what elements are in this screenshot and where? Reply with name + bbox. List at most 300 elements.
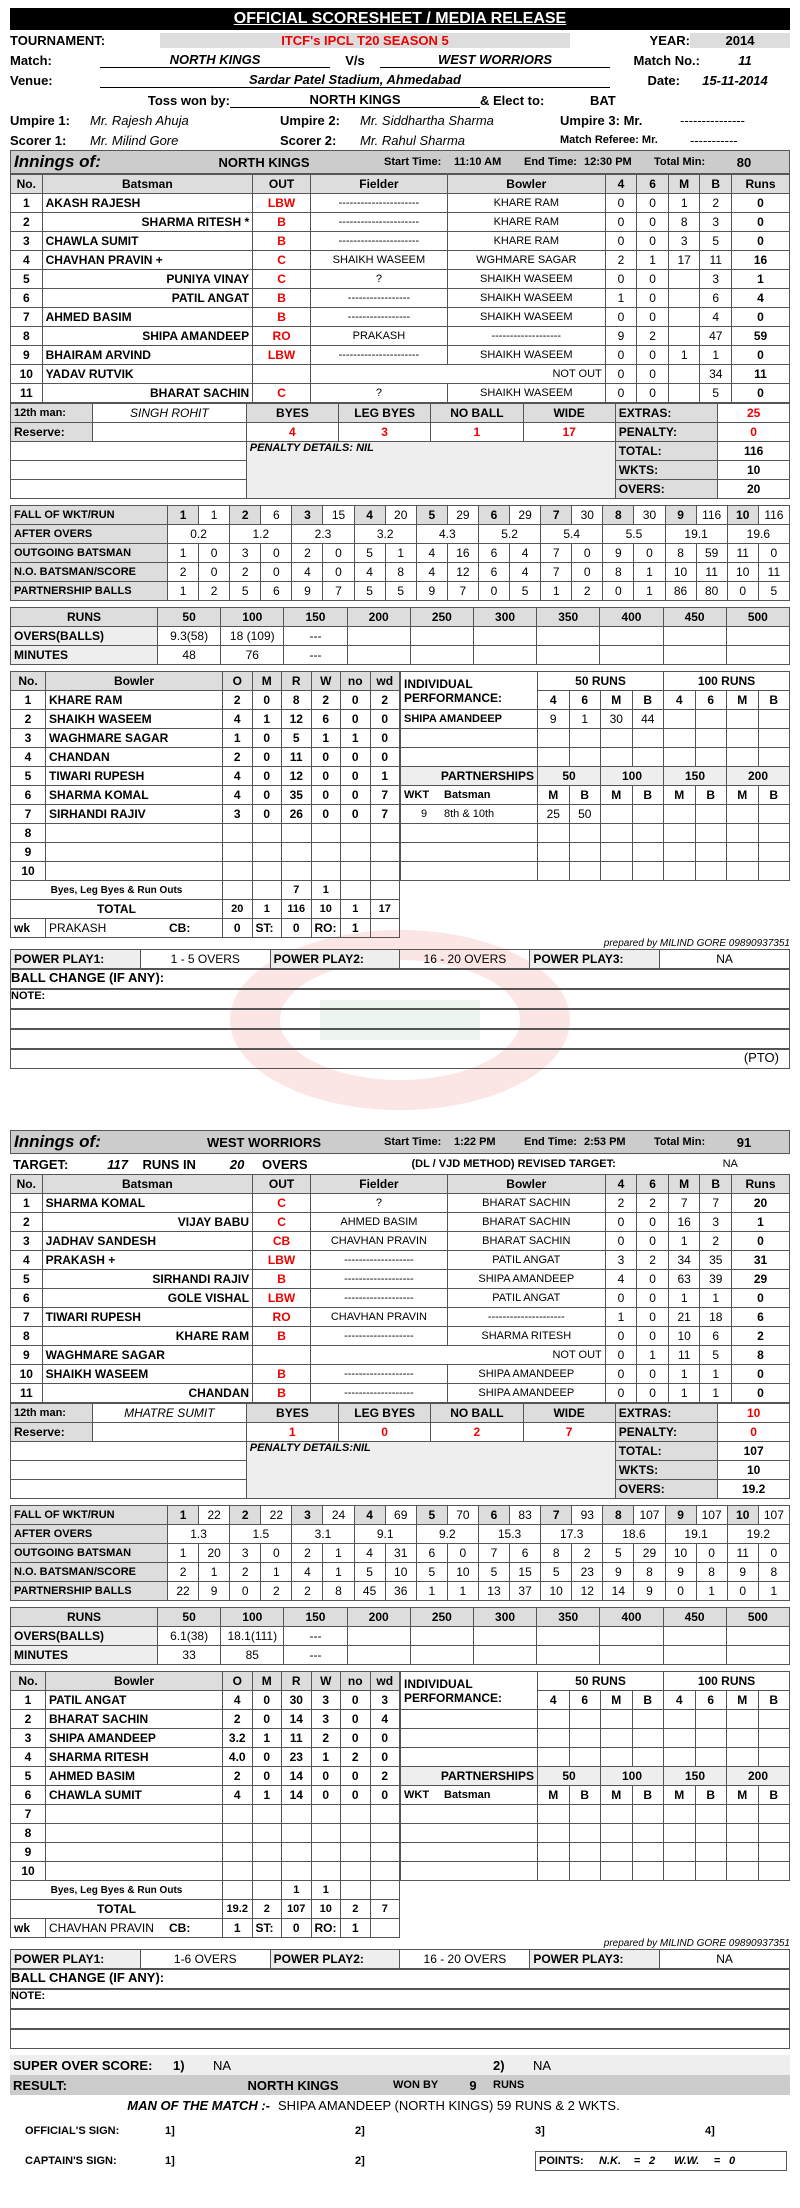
performance-value (569, 1710, 601, 1729)
bowler: KHARE RAM (447, 194, 605, 213)
minutes: 8 (668, 213, 700, 232)
runs: 0 (732, 346, 790, 365)
performance-value: 44 (632, 710, 664, 729)
bowler: WGHMARE SAGAR (447, 251, 605, 270)
no-balls: 0 (341, 748, 371, 767)
team1-name: NORTH KINGS (100, 52, 330, 68)
partnership-value (695, 805, 727, 824)
penalty-value: 0 (718, 1423, 790, 1442)
partnership-balls: 5 (510, 582, 541, 601)
table-row (11, 786, 400, 805)
table-row (401, 805, 790, 824)
after-overs-value: 19.2 (727, 1525, 789, 1544)
wk-name-value: PRAKASH (49, 921, 107, 935)
batting-col-header: Runs (732, 1175, 790, 1194)
blank-cell (401, 1805, 538, 1824)
milestone-value: 500 (726, 1608, 789, 1627)
minutes: 1 (668, 346, 700, 365)
batting-col-header: Bowler (447, 175, 605, 194)
blank-cell (370, 919, 400, 938)
performance-header-row (401, 1672, 790, 1691)
blank-cell (401, 1824, 538, 1843)
runs: 12 (282, 710, 312, 729)
blank-cell (632, 1824, 664, 1843)
no-batsman-row-label: N.O. BATSMAN/SCORE (11, 1563, 168, 1582)
table-row (11, 1691, 400, 1710)
runs: 35 (282, 786, 312, 805)
milestone-overs: --- (284, 627, 347, 646)
milestone-value: 50 (158, 608, 221, 627)
table-row (401, 1843, 790, 1862)
bowling-total-value: 1 (252, 900, 282, 919)
bowling-total-label: TOTAL (11, 1900, 223, 1919)
partnership-balls: 1 (447, 1582, 478, 1601)
runs: 30 (282, 1691, 312, 1710)
bowling-section-2 (10, 1671, 790, 1938)
byes-value: 4 (246, 423, 338, 442)
blank-cell (401, 1862, 538, 1881)
match-no-value: 11 (738, 52, 752, 68)
performance-value (758, 710, 790, 729)
after-overs-value: 2.3 (292, 525, 354, 544)
partnership-wkt: 9 (420, 808, 428, 820)
m-col: M (601, 1786, 633, 1805)
end-time-value: 2:53 PM (584, 1136, 626, 1148)
balls: 6 (700, 289, 732, 308)
outgoing-row-batsman: 2 (292, 1544, 323, 1563)
table-row (11, 1251, 790, 1270)
no-ball-value: 2 (431, 1423, 523, 1442)
partnership-label (11, 1582, 168, 1601)
bowler: BHARAT SACHIN (447, 1213, 605, 1232)
fielder: ------------------- (311, 1327, 448, 1346)
no-balls: 0 (341, 1691, 371, 1710)
partnership-wkt-batsman (401, 805, 538, 824)
dismissal: C (253, 270, 311, 289)
fielder: ----------------- (311, 289, 448, 308)
innings-1-header (10, 150, 790, 174)
m-col: M (664, 786, 696, 805)
partnership-runs: 1 (416, 1582, 447, 1601)
milestone-minutes (726, 646, 789, 665)
sixes: 2 (637, 327, 669, 346)
bowling-col-header: no (341, 1672, 371, 1691)
performance-value (538, 729, 570, 748)
bowling-header-row (11, 672, 400, 691)
milestone-minutes-label: MINUTES (11, 1646, 158, 1665)
fow-wkt: 8 (603, 506, 634, 525)
bowler: ------------------- (447, 327, 605, 346)
overs: 3.2 (223, 1729, 253, 1748)
fielder: SHAIKH WASEEM (311, 251, 448, 270)
performance-value (664, 1748, 696, 1767)
result-label: RESULT: (13, 2077, 67, 2093)
blank-cell (727, 1862, 759, 1881)
performer-name: SHIPA AMANDEEP (401, 710, 538, 729)
runs: 1 (732, 1213, 790, 1232)
dismissal (253, 1346, 311, 1365)
no-batsman-row-batsman: 2 (230, 1563, 261, 1582)
outgoing-row-batsman: 8 (665, 544, 696, 563)
blank-cell (601, 1862, 633, 1881)
overs: 1 (223, 729, 253, 748)
performance-value (695, 1710, 727, 1729)
fours: 0 (605, 1384, 637, 1403)
no-batsman-row-batsman: 2 (168, 563, 199, 582)
wides: 0 (370, 729, 400, 748)
referee-label: Match Referee: Mr. (560, 134, 658, 146)
runs: 29 (732, 1270, 790, 1289)
innings-2-team: WEST WORRIORS (206, 1134, 322, 1150)
balls: 1 (700, 1289, 732, 1308)
partnership-value (632, 805, 664, 824)
blank-cell (11, 1442, 247, 1461)
batting-col-header: M (668, 1175, 700, 1194)
match-label: Match: (10, 52, 52, 68)
end-time-value: 12:30 PM (584, 156, 632, 168)
batsman-no: 11 (11, 384, 43, 403)
table-row (11, 1346, 790, 1365)
dismissal: LBW (253, 1251, 311, 1270)
minutes: 34 (668, 1251, 700, 1270)
batsman-no: 11 (11, 1384, 43, 1403)
no-batsman-row-batsman: 4 (354, 563, 385, 582)
bowling-extra-value (370, 1881, 400, 1900)
partnership-runs: 10 (541, 1582, 572, 1601)
performance-value (727, 1748, 759, 1767)
blank-cell (538, 824, 570, 843)
runs: 0 (732, 194, 790, 213)
after-overs-value: 19.1 (665, 1525, 727, 1544)
pp1-value: 1-6 OVERS (140, 1950, 270, 1969)
milestone-minutes (410, 646, 473, 665)
milestone-overs (726, 627, 789, 646)
maidens: 1 (252, 1786, 282, 1805)
batting-header-row (11, 1175, 790, 1194)
batsman-name: CHAVHAN PRAVIN + (42, 251, 253, 270)
m-col: M (664, 1786, 696, 1805)
b-col: B (758, 1786, 790, 1805)
milestone-value: 150 (284, 1608, 347, 1627)
milestone-overs (663, 627, 726, 646)
runs (282, 824, 312, 843)
bowling-extra-value (223, 1881, 253, 1900)
no-balls: 1 (341, 729, 371, 748)
table-row (401, 843, 790, 862)
prepared-by: prepared by MILIND GORE 09890937351 (603, 1938, 790, 1949)
blank-cell (11, 1461, 247, 1480)
fow-wkt: 2 (230, 506, 261, 525)
milestone-value: 500 (726, 608, 789, 627)
maidens: 0 (252, 748, 282, 767)
performance-value (538, 1729, 570, 1748)
maidens: 1 (252, 710, 282, 729)
outgoing-row-score: 0 (758, 544, 789, 563)
balls: 7 (700, 1194, 732, 1213)
mom-value: SHIPA AMANDEEP (NORTH KINGS) 59 RUNS & 2 WKTS. (278, 2097, 620, 2113)
no-batsman-row (11, 563, 790, 582)
st-value: 0 (282, 919, 312, 938)
after-overs-row (11, 525, 790, 544)
super-over-1-label: 1) (173, 2057, 185, 2073)
bowler-name: CHANDAN (46, 748, 223, 767)
sixes: 0 (637, 213, 669, 232)
performance-value (695, 1748, 727, 1767)
after-overs-value: 1.3 (168, 1525, 230, 1544)
batsman-no: 4 (11, 251, 43, 270)
outgoing-row-score: 6 (510, 1544, 541, 1563)
milestone-value: 50 (158, 1608, 221, 1627)
bowling-total-value: 116 (282, 900, 312, 919)
balls: 3 (700, 1213, 732, 1232)
bowling-total-value: 19.2 (223, 1900, 253, 1919)
batsman-no: 9 (11, 346, 43, 365)
milestone-overs-row (11, 627, 790, 646)
milestone-value: 100 (221, 1608, 284, 1627)
wickets: 0 (311, 767, 341, 786)
no-batsman-row-batsman: 4 (416, 563, 447, 582)
umpire2-value: Mr. Siddhartha Sharma (360, 112, 494, 128)
venue-value: Sardar Patel Stadium, Ahmedabad (100, 72, 610, 88)
outgoing-row-score: 0 (572, 544, 603, 563)
table-row (11, 1194, 790, 1213)
super-over-2-value: NA (533, 2057, 552, 2073)
extras-value: 25 (718, 404, 790, 423)
fielder: ------------------- (311, 1384, 448, 1403)
outgoing-row-score: 0 (261, 1544, 292, 1563)
bowler-no: 3 (11, 729, 46, 748)
maidens (252, 843, 282, 862)
table-row (11, 1232, 790, 1251)
wkt-label: WKT (404, 789, 430, 801)
bowler-no: 9 (11, 843, 46, 862)
batsman-name: KHARE RAM (42, 1327, 253, 1346)
performance-value (758, 1710, 790, 1729)
after-overs-value: 19.6 (727, 525, 789, 544)
batting-col-header: Fielder (311, 175, 448, 194)
blank-cell (601, 1824, 633, 1843)
after-overs-value: 18.6 (603, 1525, 665, 1544)
milestone-header-row (11, 1608, 790, 1627)
blank-cell (695, 1824, 727, 1843)
bowling-total-value: 17 (370, 900, 400, 919)
partnership-runs: 22 (168, 1582, 199, 1601)
bowling-total-value: 20 (223, 900, 253, 919)
bowling-header-row (11, 1672, 400, 1691)
fow-run: 69 (385, 1506, 416, 1525)
minutes (668, 327, 700, 346)
fielder: ---------------------- (311, 232, 448, 251)
after-overs-value: 19.1 (665, 525, 727, 544)
overs: 4.0 (223, 1748, 253, 1767)
fow-run: 22 (261, 1506, 292, 1525)
fow-run: 29 (447, 506, 478, 525)
fours: 3 (605, 1251, 637, 1270)
extras-value: 10 (718, 1404, 790, 1423)
bowling-total-label: TOTAL (11, 900, 223, 919)
partnerships-label: PARTNERSHIPS (401, 767, 538, 786)
toss-value: NORTH KINGS (230, 92, 480, 108)
batsman-no: 8 (11, 1327, 43, 1346)
sixes: 0 (637, 1232, 669, 1251)
balls: 5 (700, 1346, 732, 1365)
runs: 5 (282, 729, 312, 748)
runs: 23 (282, 1748, 312, 1767)
sign-1: 1] (165, 2125, 175, 2137)
wides (370, 1862, 400, 1881)
table-row (11, 327, 790, 346)
minutes: 63 (668, 1270, 700, 1289)
extras-label: EXTRAS: (615, 404, 718, 423)
table-row (11, 384, 790, 403)
table-row (11, 710, 400, 729)
captains-sign-label: CAPTAIN'S SIGN: (25, 2155, 117, 2167)
runs: 0 (732, 308, 790, 327)
batting-col-header: B (700, 175, 732, 194)
performer-name (401, 1748, 538, 1767)
no-balls: 0 (341, 1767, 371, 1786)
outgoing-row-label: OUTGOING BATSMAN (11, 1544, 168, 1563)
wides: 0 (370, 1786, 400, 1805)
fow-run: 107 (634, 1506, 665, 1525)
no-batsman-row-score: 10 (385, 1563, 416, 1582)
table-row (11, 308, 790, 327)
cb-label: CB: (169, 921, 191, 935)
wickets: 6 (311, 710, 341, 729)
partnership-balls: 5 (385, 582, 416, 601)
batting-col-header: 4 (605, 175, 637, 194)
wicketkeeper-row (11, 919, 400, 938)
bowler-name: SHAIKH WASEEM (46, 710, 223, 729)
outgoing-row-batsman: 7 (478, 1544, 509, 1563)
fow-table-2 (10, 1505, 790, 1601)
wickets: 0 (311, 1767, 341, 1786)
bowling-col-header: O (223, 1672, 253, 1691)
maidens: 0 (252, 1767, 282, 1786)
blank-cell (664, 824, 696, 843)
partnership-runs: 0 (665, 1582, 696, 1601)
fow-run: 6 (261, 506, 292, 525)
hundred-runs-header: 100 RUNS (664, 1672, 790, 1691)
wkts-value: 10 (718, 1461, 790, 1480)
after-overs-value: 5.5 (603, 525, 665, 544)
no-batsman-row-score: 0 (323, 563, 354, 582)
no-batsman-row-batsman: 5 (478, 1563, 509, 1582)
dismissal: B (253, 232, 311, 251)
target-value: 117 (107, 1156, 128, 1172)
penalty-label: PENALTY: (615, 423, 718, 442)
bowler-name: BHARAT SACHIN (46, 1710, 223, 1729)
partnership-runs: 13 (478, 1582, 509, 1601)
m-col: M (727, 1786, 759, 1805)
bowler: SHIPA AMANDEEP (447, 1270, 605, 1289)
balls: 6 (700, 1327, 732, 1346)
ball-change: BALL CHANGE (IF ANY): (10, 1969, 790, 1989)
overs (223, 1843, 253, 1862)
blank-cell (727, 1805, 759, 1824)
after-overs-row (11, 1525, 790, 1544)
scorers-row (10, 130, 790, 150)
batting-table-1 (10, 174, 790, 403)
no-balls (341, 843, 371, 862)
milestone-overs (347, 627, 410, 646)
b-col: B (695, 1786, 727, 1805)
innings-of-label: Innings of: (14, 152, 101, 171)
fielder: ? (311, 270, 448, 289)
fours: 0 (605, 194, 637, 213)
byes-label: BYES (246, 404, 338, 423)
penalty-details: PENALTY DETAILS: NIL (246, 442, 615, 499)
fow-wkt: 6 (478, 506, 509, 525)
performance-value (727, 1710, 759, 1729)
outgoing-row-score: 0 (696, 1544, 727, 1563)
wicketkeeper-row (11, 1919, 400, 1938)
after-overs-value: 17.3 (541, 1525, 603, 1544)
blank-cell (632, 862, 664, 881)
fow-wkt: 6 (478, 1506, 509, 1525)
balls: 3 (700, 213, 732, 232)
performance-value (569, 748, 601, 767)
bowler-name: SHIPA AMANDEEP (46, 1729, 223, 1748)
maidens: 0 (252, 729, 282, 748)
performance-value (569, 729, 601, 748)
minutes (668, 365, 700, 384)
wk-label: wk (11, 1919, 46, 1938)
no-batsman-row-score: 0 (572, 563, 603, 582)
fow-run: 1 (199, 506, 230, 525)
overs: 4 (223, 786, 253, 805)
fow-run: 93 (572, 1506, 603, 1525)
fielder: CHAVHAN PRAVIN (311, 1308, 448, 1327)
partnership-runs: 5 (354, 582, 385, 601)
bowler-name: WAGHMARE SAGAR (46, 729, 223, 748)
bowler-name: AHMED BASIM (46, 1767, 223, 1786)
dismissal: B (253, 1365, 311, 1384)
performance-col-header: 4 (664, 1691, 696, 1710)
blank-cell (758, 1862, 790, 1881)
partnership-text: PARTNERSHIP (14, 585, 95, 597)
no-balls: 0 (341, 1729, 371, 1748)
no-batsman-row-score: 12 (447, 563, 478, 582)
performance-value (695, 1729, 727, 1748)
outgoing-row (11, 544, 790, 563)
points-ww-label: W.W. (674, 2155, 700, 2167)
blank-cell (664, 1862, 696, 1881)
blank-cell (601, 843, 633, 862)
performance-col-header: B (632, 691, 664, 710)
bowler: SHAIKH WASEEM (447, 289, 605, 308)
blank-cell (695, 1862, 727, 1881)
milestone-minutes: --- (284, 646, 347, 665)
maidens: 0 (252, 1748, 282, 1767)
performance-col-header: M (727, 1691, 759, 1710)
target-row (10, 1154, 790, 1174)
umpire3-label: Umpire 3: Mr. (560, 112, 643, 128)
performance-value (727, 1729, 759, 1748)
table-row (11, 824, 400, 843)
blank-cell (601, 1843, 633, 1862)
penalty-value: 0 (718, 423, 790, 442)
cb-value: 1 (223, 1919, 253, 1938)
fow-run: 116 (696, 506, 727, 525)
points-nk-label: N.K. (599, 2155, 621, 2167)
maidens (252, 1824, 282, 1843)
performance-value (695, 729, 727, 748)
partnership-row (11, 1582, 790, 1601)
minutes: 1 (668, 1289, 700, 1308)
batsman-name: SIRHANDI RAJIV (42, 1270, 253, 1289)
performance-col-header: 6 (695, 1691, 727, 1710)
